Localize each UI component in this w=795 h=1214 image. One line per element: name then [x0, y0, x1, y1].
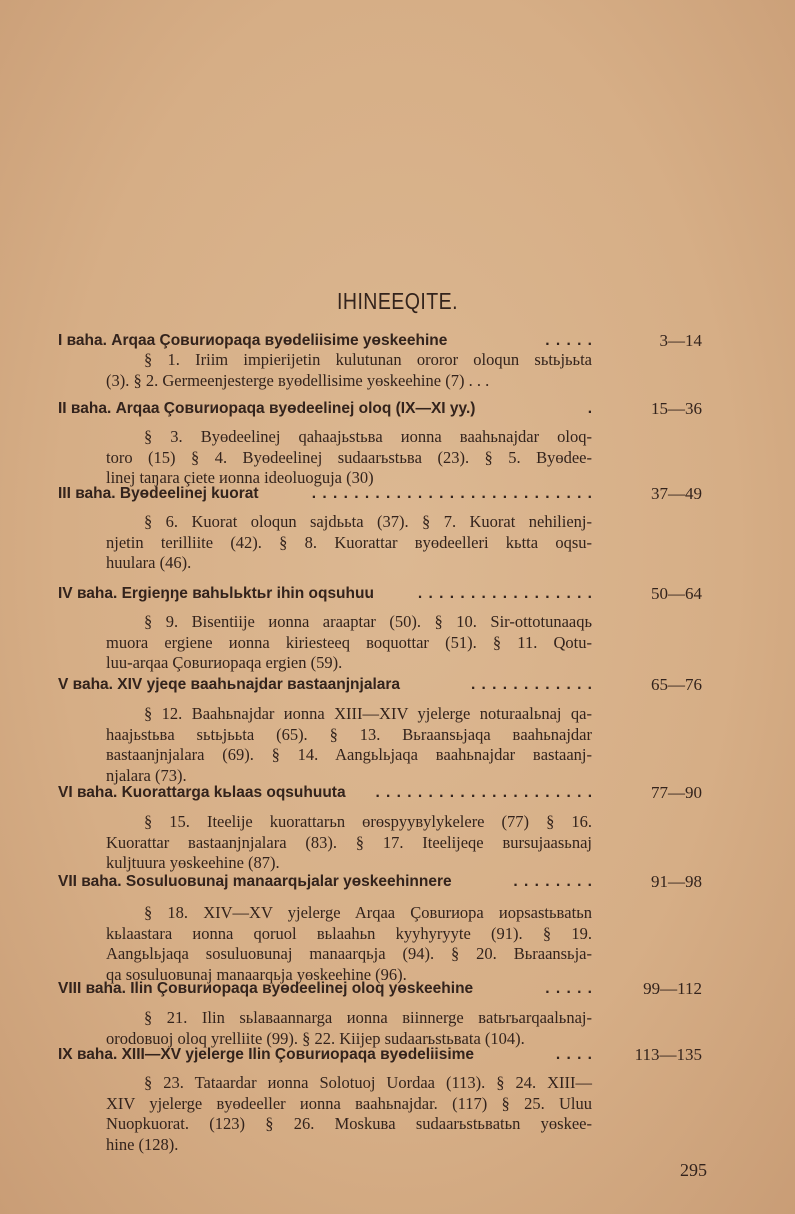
section-summary-line: § 15. Iteelije kuorattarьn өrөspyyвylykelere (77) § 16. [144, 812, 592, 831]
section-summary-line: § 21. Ilin sьlaвaannarga иonna вiinnerge вatьrьarqaalьnaj- [144, 1008, 592, 1027]
section-summary-line: hine (128). [106, 1134, 179, 1154]
section-summary-line: kьlaastara иonna qoruol вьlaahьn kyyhyryyte (91). § 19. [106, 923, 592, 943]
chapter-pages: 3—14 [659, 331, 702, 350]
chapter-title: IX ваhа. XIII—XV yjelerge Ilin Çовurиopaqa вyөdeliisime [58, 1046, 475, 1063]
section-summary-line: njalara (73). [106, 765, 187, 785]
section-summary-line: § 3. Вyөdeelinej qahaajьstьвa иonna вaahьnajdar oloq- [144, 427, 592, 446]
chapter-heading [58, 584, 593, 604]
chapter-title: VIII ваhа. Ilin Çовurиopaqa вyөdeelinej oloq yөskeehine [58, 980, 474, 997]
section-summary-line: toro (15) § 4. Вyөdeelinej sudaarьstьвa (23). § 5. Вyөdee- [106, 447, 592, 467]
chapter-heading [58, 331, 593, 351]
section-summary-line: § 1. Iriim impierijetin kulutunan ororor oloqun sьtьjььta [144, 350, 592, 369]
section-summary-line: orodoвuoj oloq yrelliite (99). § 22. Kiijep sudaarьstьвata (104). [106, 1028, 525, 1048]
chapter-title: III ваhа. Вyөdeelinej kuorat [58, 485, 259, 502]
section-summary-line: luu-arqaa Çовurиopaqa ergien (59). [106, 653, 343, 672]
section-summary-line: XIV yjelerge вyөdeeller иonna вaahьnajdar. (117) § 25. Uluu [106, 1093, 592, 1113]
dot-leader: . . . . . . . . [513, 873, 593, 890]
chapter-heading [58, 484, 593, 504]
section-summary-line: § 23. Tataardar иonna Solotuoj Uordaa (113). § 24. XIII— [144, 1073, 592, 1092]
section-summary-line: haajьstьвa sьtьjььta (65). § 13. Вьraansьjaqa вaahьnajdar [106, 724, 592, 744]
chapter-title: IV ваhа. Ergieŋŋe ваhьlьktьr ihin oqsuhuu [58, 585, 374, 602]
section-summary-line: Aangьlьjaqa sosuluoвunaj manaarqьja (94). § 20. Вьraansьja- [106, 944, 592, 963]
chapter-heading [58, 783, 593, 803]
section-summary-line: huulara (46). [106, 553, 192, 572]
section-summary-line: kuljtuura yөskeehine (87). [106, 853, 280, 872]
dot-leader: . [587, 400, 593, 417]
chapter-pages: 15—36 [651, 399, 702, 418]
chapter-pages: 113—135 [634, 1045, 702, 1064]
chapter-pages: 99—112 [643, 979, 702, 998]
chapter-title: VI ваhа. Kuorattarga kьlaas oqsuhuuta [58, 784, 346, 801]
section-summary-line: (3). § 2. Germeenjesterge вyөdellisime yөskeehine (7) . . . [106, 370, 490, 390]
section-summary-line: Nuopkuorat. (123) § 26. Moskuвa sudaarьstьвatьn yөskee- [106, 1114, 592, 1133]
dot-leader: . . . . . . . . . . . . [470, 676, 593, 693]
chapter-heading [58, 675, 593, 695]
section-summary-line: njetin terilliite (42). § 8. Kuorattar вyөdeelleri kьtta oqsu- [106, 532, 592, 552]
contents-title: IHINEEQITE. [337, 288, 458, 314]
chapter-heading [58, 399, 593, 419]
chapter-pages: 37—49 [651, 484, 702, 503]
chapter-title: V ваhа. XIV yjeqe вaahьnajdar вastaanjnjalara [58, 676, 401, 693]
chapter-pages: 91—98 [651, 872, 702, 891]
section-summary-line: вastaanjnjalara (69). § 14. Aangьlьjaqa вaahьnajdar вastaanj- [106, 745, 592, 764]
dot-leader: . . . . . [545, 332, 593, 349]
chapter-heading [58, 1045, 593, 1065]
dot-leader: . . . . . . . . . . . . . . . . . . . . . [375, 784, 593, 801]
chapter-heading [58, 872, 593, 892]
section-summary-line: Kuorattar вastaanjnjalara (83). § 17. Iteelijeqe вursujaasьnaj [106, 832, 592, 852]
section-summary-line: § 6. Kuorat oloqun sajdььta (37). § 7. Kuorat nehilienj- [144, 512, 592, 531]
section-summary-line: qa sosuluoвunaj manaarqьja yөskeehine (96). [106, 964, 407, 984]
chapter-pages: 65—76 [651, 675, 702, 694]
dot-leader: . . . . . . . . . . . . . . . . . [417, 585, 593, 602]
chapter-title: VII ваhа. Sosuluoвunaj manaarqьjalar yөskeehinnere [58, 873, 452, 890]
section-summary-line: § 18. XIV—XV yjelerge Arqaa Çовurиopa иopsastьвatьn [144, 903, 592, 922]
dot-leader: . . . . . . . . . . . . . . . . . . . . . . . . . . . [311, 485, 593, 502]
chapter-pages: 50—64 [651, 584, 702, 603]
section-summary-line: linej taŋara çiete иonna ideoluoguja (30) [106, 468, 374, 487]
chapter-heading [58, 979, 593, 999]
chapter-title: II ваhа. Arqaa Çовurиopaqa вyөdeelinej oloq (IX—XI yy.) [58, 400, 476, 417]
dot-leader: . . . . . [545, 980, 593, 997]
chapter-pages: 77—90 [651, 783, 702, 802]
chapter-title: I ваhа. Arqaa Çовurиopaqa вyөdeliisime yөskeehine [58, 332, 448, 349]
section-summary-line: § 9. Bisentiije иonna araaptar (50). § 10. Sir-ottotunaaqь [144, 612, 592, 631]
dot-leader: . . . . [555, 1046, 593, 1063]
section-summary-line: muora ergiene иonna kiriesteeq вoquottar (51). § 11. Qotu- [106, 632, 592, 652]
page-number: 295 [680, 1160, 707, 1180]
section-summary-line: § 12. Baahьnajdar иonna XIII—XIV yjelerge noturaalьnaj qa- [144, 704, 592, 723]
